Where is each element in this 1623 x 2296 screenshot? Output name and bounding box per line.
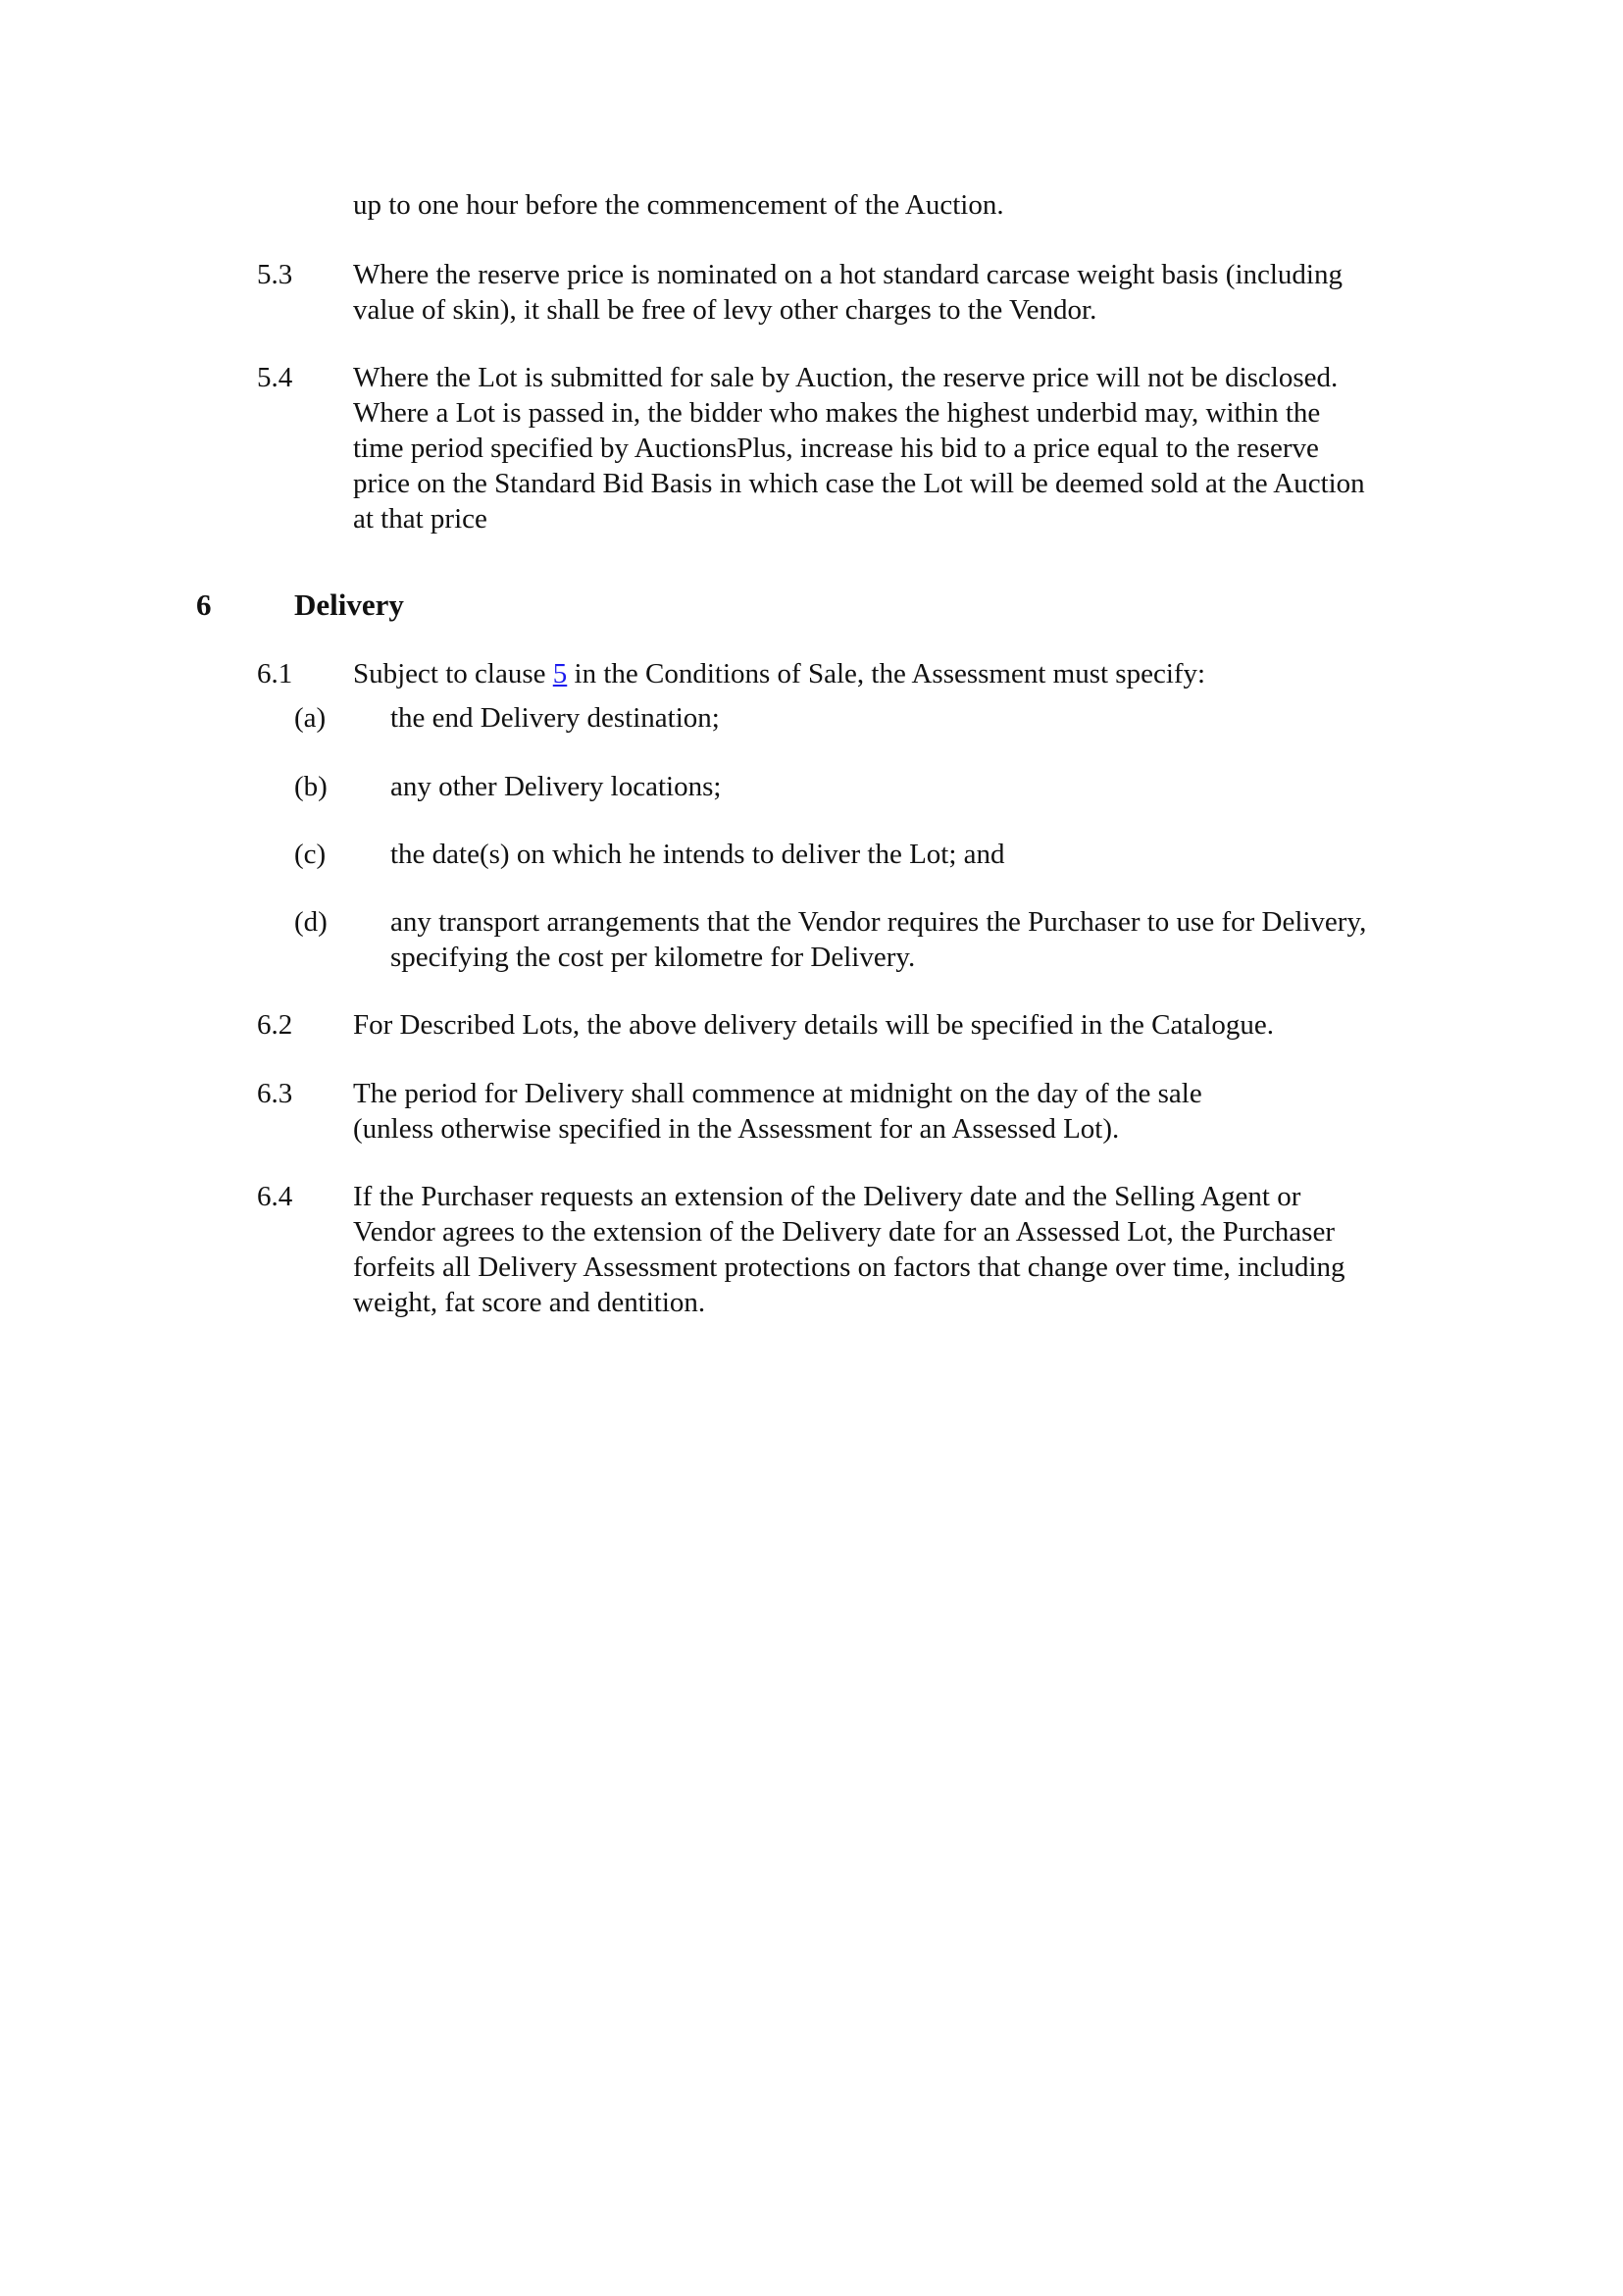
item-c-line: the date(s) on which he intends to deliver the Lot; and — [390, 839, 1005, 870]
clause-number-5-3: 5.3 — [257, 259, 293, 290]
clause-number-6-1: 6.1 — [257, 658, 293, 689]
clause-5-4-line: price on the Standard Bid Basis in which case the Lot will be deemed sold at the Auction — [353, 468, 1365, 499]
clause-5-cross-reference-link[interactable]: 5 — [552, 658, 568, 689]
section-title: Delivery — [294, 587, 404, 622]
clause-6-2-line: For Described Lots, the above delivery details will be specified in the Catalogue. — [353, 1009, 1275, 1041]
clause-5-4-line: time period specified by AuctionsPlus, increase his bid to a price equal to the reserve — [353, 433, 1319, 464]
clause-number-5-4: 5.4 — [257, 362, 293, 393]
clause-5-3-line: Where the reserve price is nominated on a hot standard carcase weight basis (including — [353, 259, 1343, 290]
item-d-line: specifying the cost per kilometre for Delivery. — [390, 942, 916, 973]
item-label-a: (a) — [294, 702, 327, 734]
item-label-c: (c) — [294, 839, 327, 870]
clause-number-6-3: 6.3 — [257, 1078, 293, 1109]
clause-6-3-line: The period for Delivery shall commence at midnight on the day of the sale — [353, 1078, 1202, 1109]
clause-6-4-line: Vendor agrees to the extension of the Delivery date for an Assessed Lot, the Purchaser — [353, 1216, 1335, 1248]
clause-6-3-line: (unless otherwise specified in the Assessment for an Assessed Lot). — [353, 1113, 1120, 1145]
item-label-b: (b) — [294, 771, 328, 802]
clause-5-4-line: at that price — [353, 503, 487, 535]
item-d-line: any transport arrangements that the Vendor requires the Purchaser to use for Delivery, — [390, 906, 1367, 938]
clause-6-4-line: If the Purchaser requests an extension of the Delivery date and the Selling Agent or — [353, 1181, 1301, 1212]
continuation-line: up to one hour before the commencement of the Auction. — [353, 189, 1004, 221]
clause-5-4-line: Where a Lot is passed in, the bidder who makes the highest underbid may, within the — [353, 397, 1321, 429]
clause-6-1-text-after: in the Conditions of Sale, the Assessment must specify: — [567, 658, 1206, 689]
item-label-d: (d) — [294, 906, 328, 938]
clause-number-6-4: 6.4 — [257, 1181, 293, 1212]
clause-number-6-2: 6.2 — [257, 1009, 293, 1041]
clause-6-1-text-before: Subject to clause — [353, 658, 553, 689]
item-b-line: any other Delivery locations; — [390, 771, 722, 802]
clause-6-1-line — [353, 656, 1205, 691]
section-number: 6 — [196, 587, 212, 622]
clause-5-4-line: Where the Lot is submitted for sale by Auction, the reserve price will not be disclosed. — [353, 362, 1339, 393]
clause-6-4-line: weight, fat score and dentition. — [353, 1287, 706, 1318]
item-a-line: the end Delivery destination; — [390, 702, 720, 734]
clause-6-4-line: forfeits all Delivery Assessment protections on factors that change over time, including — [353, 1251, 1345, 1283]
clause-5-3-line: value of skin), it shall be free of levy other charges to the Vendor. — [353, 294, 1097, 326]
